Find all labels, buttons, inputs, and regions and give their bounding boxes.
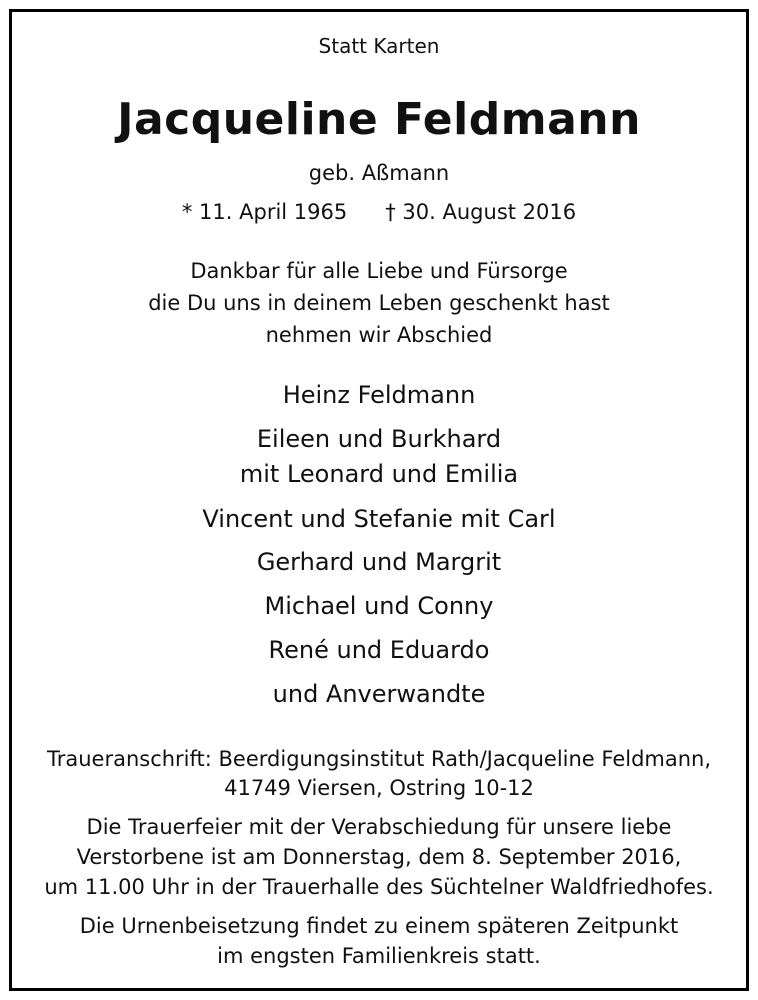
address-line: Traueranschrift: Beerdigungsinstitut Rath/Jacqueline Feldmann, [46, 747, 712, 771]
mourner-line: Vincent und Stefanie mit Carl [202, 505, 556, 533]
mourner-line: Michael und Conny [264, 592, 494, 620]
mourner-line: Heinz Feldmann [282, 381, 476, 409]
mourner-line: und Anverwandte [272, 680, 486, 708]
mourner-line: Gerhard und Margrit [256, 548, 502, 576]
mourner-line: mit Leonard und Emilia [239, 460, 519, 488]
dedication-line: die Du uns in deinem Leben geschenkt hast [148, 291, 610, 315]
deceased-name: Jacqueline Feldmann [117, 94, 641, 145]
ceremony-line: um 11.00 Uhr in der Trauerhalle des Süchtelner Waldfriedhofes. [44, 875, 714, 899]
mourner-line: René und Eduardo [268, 636, 490, 664]
birth-date: * 11. April 1965 [181, 200, 348, 224]
dedication-line: nehmen wir Abschied [265, 323, 493, 347]
burial-line: Die Urnenbeisetzung findet zu einem späteren Zeitpunkt [79, 914, 679, 938]
header-text: Statt Karten [318, 34, 440, 58]
address-line: 41749 Viersen, Ostring 10-12 [224, 776, 534, 800]
mourner-line: Eileen und Burkhard [256, 425, 502, 453]
notice-border [9, 9, 749, 991]
ceremony-line: Die Trauerfeier mit der Verabschiedung für unsere liebe [86, 815, 672, 839]
birth-name: geb. Aßmann [308, 161, 450, 185]
dedication-line: Dankbar für alle Liebe und Fürsorge [190, 259, 568, 283]
burial-line: im engsten Familienkreis statt. [217, 944, 541, 968]
death-date: † 30. August 2016 [385, 200, 577, 224]
ceremony-line: Verstorbene ist am Donnerstag, dem 8. September 2016, [76, 845, 682, 869]
life-dates [0, 200, 758, 224]
